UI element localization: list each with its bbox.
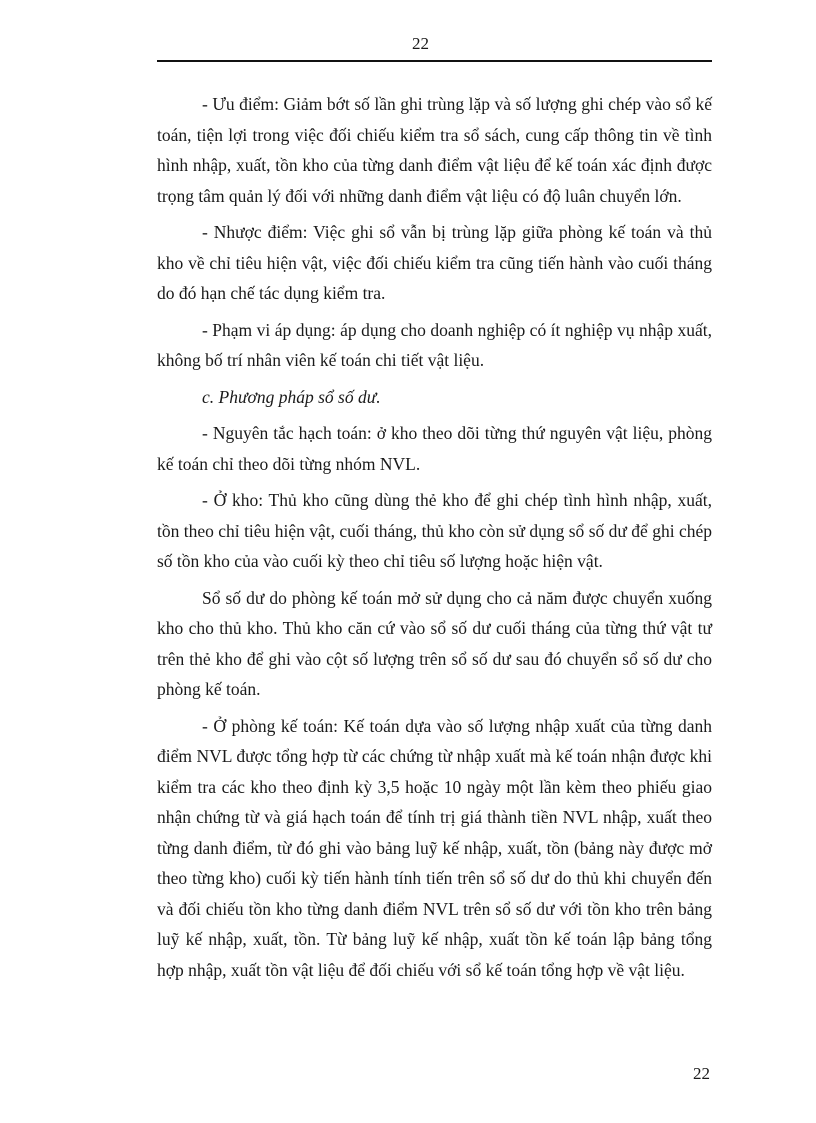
paragraph-disadvantages: - Nhược điểm: Việc ghi sổ vẫn bị trùng lặp giữa phòng kế toán và thủ kho về chỉ tiêu hiện vật, việc đối chiếu kiểm tra cũng tiến hành vào cuối tháng do đó hạn chế tác dụng kiểm tra. (157, 222, 712, 303)
paragraph-accounting-principle: - Nguyên tắc hạch toán: ở kho theo dõi từng thứ nguyên vật liệu, phòng kế toán chỉ theo dõi từng nhóm NVL. (157, 423, 712, 474)
paragraph-accounting-department: - Ở phòng kế toán: Kế toán dựa vào số lượng nhập xuất của từng danh điểm NVL được tổng hợp từ các chứng từ nhập xuất mà kế toán nhận được khi kiểm tra các kho theo định kỳ 3,5 hoặc 10 ngày một lần kèm theo phiếu giao nhận chứng từ và giá hạch toán để tính trị giá thành tiền NVL nhập, xuất theo từng danh điểm, từ đó ghi vào bảng luỹ kế nhập, xuất, tồn (bảng này được mở theo từng kho) cuối kỳ tiến hành tính tiến trên sổ số dư do thủ khi chuyển đến và đối chiếu tồn kho từng danh điểm NVL trên sổ số dư với tồn kho trên bảng luỹ kế nhập, xuất, tồn. Từ bảng luỹ kế nhập, xuất tồn kế toán lập bảng tổng hợp nhập, xuất tồn vật liệu để đối chiếu với sổ kế toán tổng hợp về vật liệu. (157, 715, 712, 980)
document-body (157, 89, 712, 991)
paragraph-advantages: - Ưu điểm: Giảm bớt số lần ghi trùng lặp và số lượng ghi chép vào sổ kế toán, tiện lợi trong việc đối chiếu kiểm tra sổ sách, cung cấp thông tin về tình hình nhập, xuất, tồn kho của từng danh điểm vật liệu để kế toán xác định được trọng tâm quản lý đối với những danh điểm vật liệu có độ luân chuyển lớn. (157, 94, 712, 206)
section-heading-balance-book-method: c. Phương pháp sổ số dư. (202, 386, 381, 407)
paragraph-at-warehouse: - Ở kho: Thủ kho cũng dùng thẻ kho để ghi chép tình hình nhập, xuất, tồn theo chỉ tiêu hiện vật, cuối tháng, thủ kho còn sử dụng sổ số dư để ghi chép số tồn kho của vào cuối kỳ theo chỉ tiêu số lượng hoặc hiện vật. (157, 490, 712, 571)
header-divider (157, 60, 712, 62)
footer-page-number: 22 (693, 1064, 710, 1083)
paragraph-balance-book: Sổ số dư do phòng kế toán mở sử dụng cho cả năm được chuyển xuống kho cho thủ kho. Thủ kho căn cứ vào sổ số dư cuối tháng của từng thứ vật tư trên thẻ kho để ghi vào cột số lượng trên sổ số dư sau đó chuyển sổ số dư cho phòng kế toán. (157, 587, 712, 699)
paragraph-scope: - Phạm vi áp dụng: áp dụng cho doanh nghiệp có ít nghiệp vụ nhập xuất, không bố trí nhân viên kế toán chi tiết vật liệu. (157, 319, 712, 370)
header-page-number: 22 (412, 34, 429, 53)
